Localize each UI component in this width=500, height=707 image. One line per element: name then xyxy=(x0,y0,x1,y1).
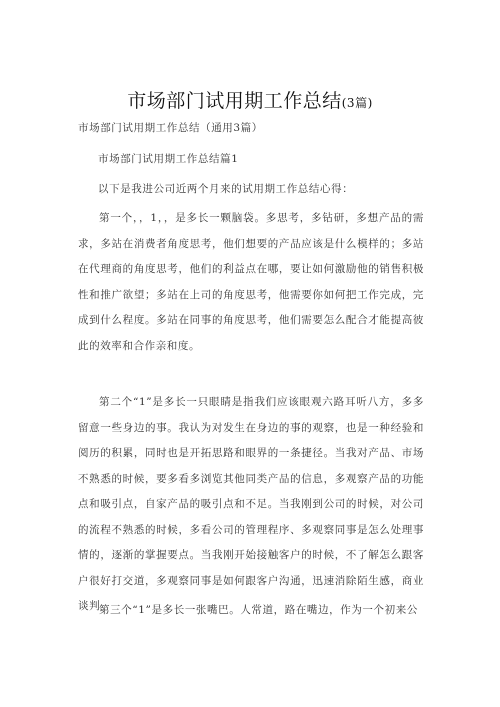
title-suffix: (3篇) xyxy=(341,96,373,110)
body-paragraph-2: 第二个“1”是多长一只眼睛是指我们应该眼观六路耳听八方，多多留意一些身边的事。我认为对发生在身边的事的观察，也是一种经验和阅历的积累，同时也是开拓思路和眼界的一条捷径。当我对产品、市场不熟悉的时候，要多看多浏览其他同类产品的信息，多观察产品的功能点和吸引点，自家产品的吸引点和不足。当我刚到公司的时候，对公司的流程不熟悉的时候，多看公司的管理程序、多观察同事是怎么处理事情的，逐渐的掌握要点。当我刚开始接触客户的时候，不了解怎么跟客户很好打交道，多观察同事是如何跟客户沟通，迅速消除陌生感，商业谈判。 xyxy=(78,396,424,612)
intro-text: 以下是我进公司近两个月来的试用期工作总结心得： xyxy=(98,183,354,195)
document-subtitle: 市场部门试用期工作总结（通用3篇） xyxy=(78,122,263,134)
document-title xyxy=(0,86,500,113)
section-heading: 市场部门试用期工作总结篇1 xyxy=(98,153,239,165)
title-main: 市场部门试用期工作总结 xyxy=(127,90,342,112)
body-paragraph-3: 第三个“1”是多长一张嘴巴。人常道，路在嘴边，作为一个初来公 xyxy=(99,604,418,616)
body-paragraph-1: 第一个，，1，，是多长一颗脑袋。多思考，多钻研，多想产品的需求，多站在消费者角度思考，他们想要的产品应该是什么模样的；多站在代理商的角度思考，他们的利益点在哪，要让如何激励他的销售积极性和推广欲望；多站在上司的角度思考，他需要你如何把工作完成，完成到什么程度。多站在同事的角度思考，他们需要怎么配合才能提高彼此的效率和合作亲和度。 xyxy=(78,212,424,352)
